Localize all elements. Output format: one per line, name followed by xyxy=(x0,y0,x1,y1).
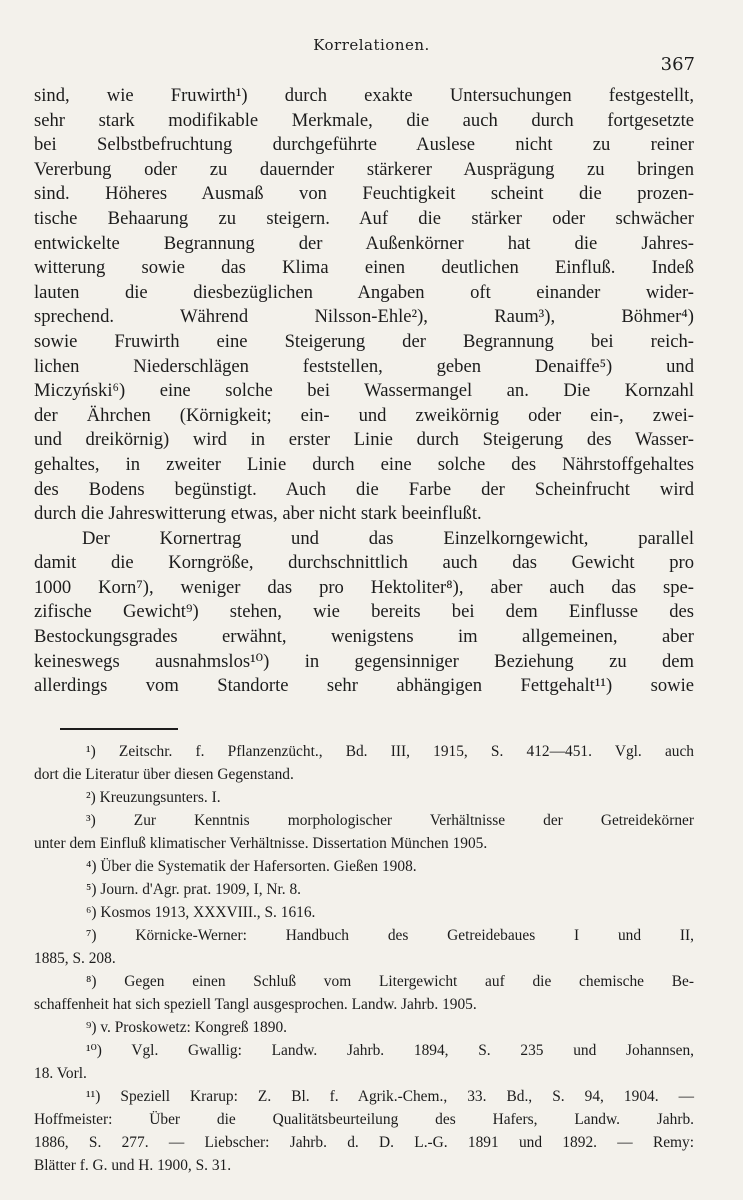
text-line: der Ährchen (Körnigkeit; ein- und zweikörnig oder ein-, zwei- xyxy=(34,404,694,426)
footnote-1-cont: dort die Literatur über diesen Gegenstand. xyxy=(34,766,294,783)
paragraph-start-line: Der Kornertrag und das Einzelkorngewicht, parallel xyxy=(82,527,694,549)
footnote-3: ³) Zur Kenntnis morphologischer Verhältnisse der Getreidekörner xyxy=(86,812,694,829)
text-line: gehaltes, in zweiter Linie durch eine solche des Nährstoffgehaltes xyxy=(34,453,694,475)
text-line: sowie Fruwirth eine Steigerung der Begrannung bei reich- xyxy=(34,330,694,352)
text-line: durch die Jahreswitterung etwas, aber nicht stark beeinflußt. xyxy=(34,503,482,525)
text-line: lauten die diesbezüglichen Angaben oft einander wider- xyxy=(34,281,694,303)
footnote-9: ⁹) v. Proskowetz: Kongreß 1890. xyxy=(86,1019,287,1036)
text-line: sind. Höheres Ausmaß von Feuchtigkeit scheint die prozen- xyxy=(34,183,694,205)
footnote-7-cont: 1885, S. 208. xyxy=(34,950,116,967)
footnote-3-cont: unter dem Einfluß klimatischer Verhältnisse. Dissertation München 1905. xyxy=(34,835,488,852)
text-line: allerdings vom Standorte sehr abhängigen Fettgehalt¹¹) sowie xyxy=(34,675,694,697)
text-line: sehr stark modifikable Merkmale, die auch durch fortgesetzte xyxy=(34,109,694,131)
body-text xyxy=(34,84,694,699)
text-line: und dreikörnig) wird in erster Linie durch Steigerung des Wasser- xyxy=(34,429,694,451)
footnote-7: ⁷) Körnicke-Werner: Handbuch des Getreidebaues I und II, xyxy=(86,927,694,944)
footnote-11-cont: Hoffmeister: Über die Qualitätsbeurteilung des Hafers, Landw. Jahrb. xyxy=(34,1111,694,1128)
text-line: Vererbung oder zu dauernder stärkerer Ausprägung zu bringen xyxy=(34,158,694,180)
text-line: lichen Niederschlägen feststellen, geben Denaiffe⁵) und xyxy=(34,355,694,377)
page-number: 367 xyxy=(660,54,695,75)
footnote-11-cont: 1886, S. 277. — Liebscher: Jahrb. d. D. L.-G. 1891 und 1892. — Remy: xyxy=(34,1134,694,1151)
text-line: damit die Korngröße, durchschnittlich auch das Gewicht pro xyxy=(34,552,694,574)
footnote-6: ⁶) Kosmos 1913, XXXVIII., S. 1616. xyxy=(86,904,316,921)
text-line: Bestockungsgrades erwähnt, wenigstens im allgemeinen, aber xyxy=(34,626,694,648)
running-head: Korrelationen. xyxy=(313,36,430,54)
text-line: des Bodens begünstigt. Auch die Farbe der Scheinfrucht wird xyxy=(34,478,694,500)
text-line: entwickelte Begrannung der Außenkörner hat die Jahres- xyxy=(34,232,694,254)
text-line: zifische Gewicht⁹) stehen, wie bereits bei dem Einflusse des xyxy=(34,601,694,623)
footnote-5: ⁵) Journ. d'Agr. prat. 1909, I, Nr. 8. xyxy=(86,881,302,898)
footnote-8: ⁸) Gegen einen Schluß vom Litergewicht auf die chemische Be- xyxy=(86,973,694,990)
text-line: sprechend. Während Nilsson-Ehle²), Raum³), Böhmer⁴) xyxy=(34,306,694,328)
footnote-1: ¹) Zeitschr. f. Pflanzenzücht., Bd. III, 1915, S. 412—451. Vgl. auch xyxy=(86,743,694,760)
footnote-11-cont: Blätter f. G. und H. 1900, S. 31. xyxy=(34,1157,232,1174)
footnote-11: ¹¹) Speziell Krarup: Z. Bl. f. Agrik.-Chem., 33. Bd., S. 94, 1904. — xyxy=(86,1088,694,1105)
footnote-rule xyxy=(60,728,178,730)
footnotes xyxy=(34,740,694,1177)
footnote-2: ²) Kreuzungsunters. I. xyxy=(86,789,221,806)
text-line: tische Behaarung zu steigern. Auf die stärker oder schwächer xyxy=(34,207,694,229)
footnote-10: ¹⁰) Vgl. Gwallig: Landw. Jahrb. 1894, S. 235 und Johannsen, xyxy=(86,1042,694,1059)
text-line: witterung sowie das Klima einen deutlichen Einfluß. Indeß xyxy=(34,257,694,279)
text-line: Miczyński⁶) eine solche bei Wassermangel an. Die Kornzahl xyxy=(34,380,694,402)
text-line: bei Selbstbefruchtung durchgeführte Auslese nicht zu reiner xyxy=(34,134,694,156)
footnote-8-cont: schaffenheit hat sich speziell Tangl ausgesprochen. Landw. Jahrb. 1905. xyxy=(34,996,477,1013)
text-line: sind, wie Fruwirth¹) durch exakte Untersuchungen festgestellt, xyxy=(34,85,694,106)
footnote-4: ⁴) Über die Systematik der Hafersorten. Gießen 1908. xyxy=(86,858,417,875)
text-line: keineswegs ausnahmslos¹⁰) in gegensinniger Beziehung zu dem xyxy=(34,650,694,672)
footnote-10-cont: 18. Vorl. xyxy=(34,1065,87,1082)
text-line: 1000 Korn⁷), weniger das pro Hektoliter⁸), aber auch das spe- xyxy=(34,576,694,598)
